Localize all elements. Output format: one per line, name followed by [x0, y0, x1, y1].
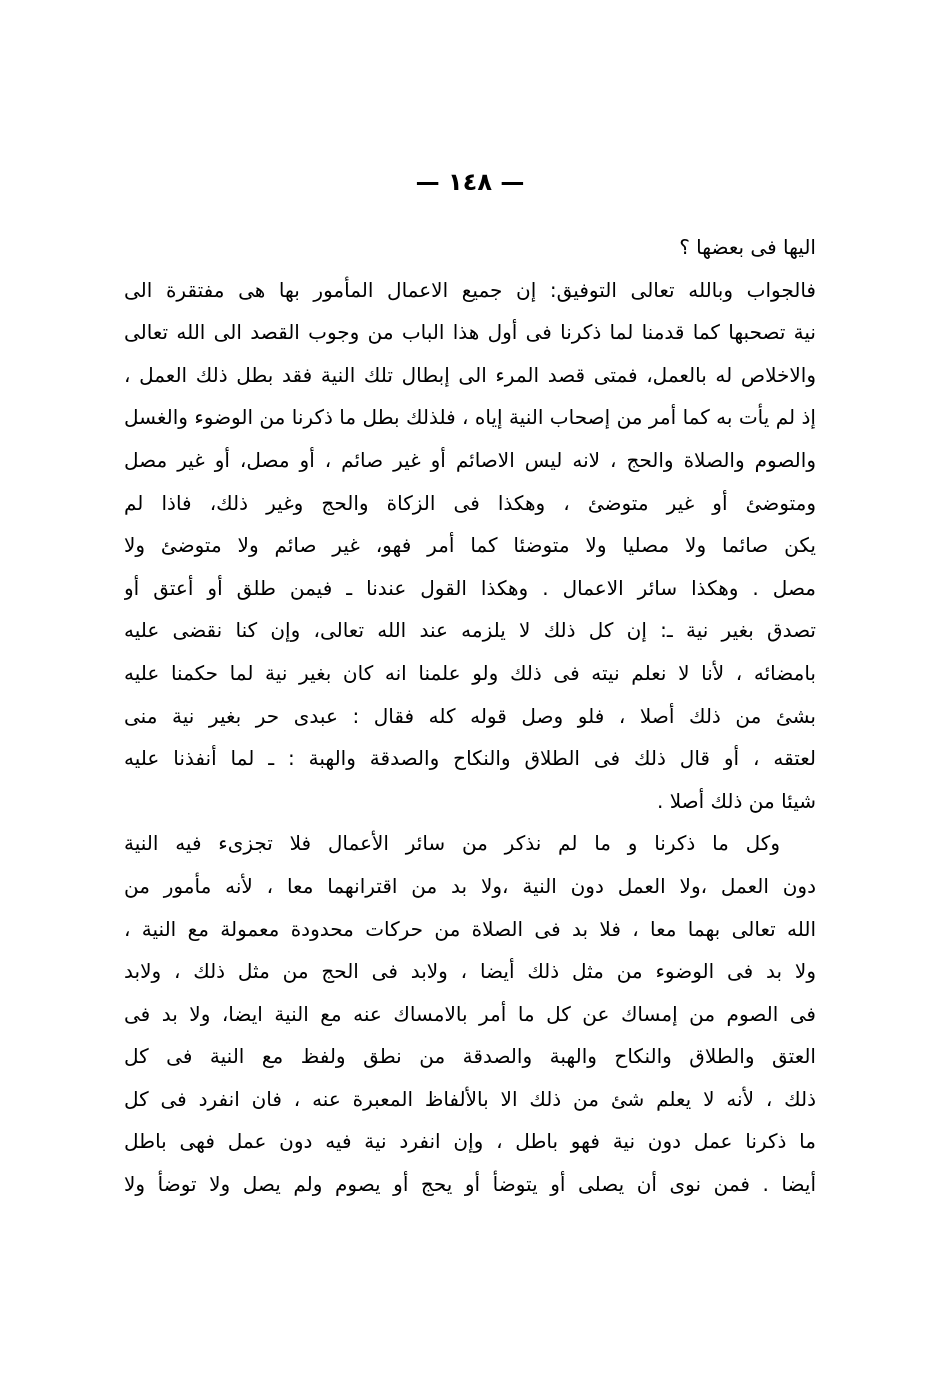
- text-line: لعتقه ، أو قال ذلك فى الطلاق والنكاح والصدقة والهبة : ـ لما أنفذنا عليه: [124, 746, 816, 771]
- body-text: [124, 226, 816, 1206]
- text-line: بشئ من ذلك أصلا ، فلو وصل قوله كله فقال : عبدى حر بغير نية منى: [124, 703, 816, 728]
- text-line: والصوم والصلاة والحج ، لانه ليس الاصائم أو غير صائم ، أو مصل، أو غير مصل: [124, 447, 816, 472]
- text-line: نية تصحبها كما قدمنا لما ذكرنا فى أول هذا الباب من وجوب القصد الى الله تعالى: [124, 320, 816, 345]
- text-line: ذلك ، لأنه لا يعلم شئ من ذلك الا بالألفاظ المعبرة عنه ، فان انفرد فى كل: [124, 1086, 816, 1111]
- text-line: بامضائه ، لأنا لا نعلم نيته فى ذلك ولو علمنا انه كان بغير نية لما حكمنا عليه: [124, 660, 816, 685]
- text-line: إذ لم يأت به كما أمر من إصحاب النية إياه ، فلذلك بطل ما ذكرنا من الوضوء والغسل: [124, 405, 816, 430]
- text-line: دون العمل ،ولا العمل دون النية ،ولا بد من اقترانهما معا ، لأنه مأمور من: [124, 873, 816, 898]
- text-line: والاخلاص له بالعمل، فمتى قصد المرء الى إبطال تلك النية فقد بطل ذلك العمل ،: [124, 362, 816, 387]
- text-line: ما ذكرنا عمل دون نية فهو باطل ، وإن انفرد نية فيه دون عمل فهى باطل: [124, 1129, 816, 1154]
- text-line: اليها فى بعضها ؟: [679, 235, 816, 259]
- text-line: شيئا من ذلك أصلا .: [657, 788, 816, 813]
- text-line: فالجواب وبالله تعالى التوفيق: إن جميع الاعمال المأمور بها هى مفتقرة الى: [124, 277, 816, 302]
- text-line: أيضا . فمن نوى أن يصلى أو يتوضأ أو يحج أو يصوم ولم يصل ولا توضأ ولا: [124, 1172, 816, 1197]
- text-line: يكن صائما ولا مصليا ولا متوضئا كما أمر فهو، غير صائم ولا متوضئ ولا: [124, 533, 816, 558]
- text-line: الله تعالى بهما معا ، فلا بد فى الصلاة من حركات محدودة معمولة مع النية ،: [124, 916, 816, 941]
- text-line: فى الصوم من إمساك عن كل ما أمر بالامساك عنه مع النية ايضا، ولا بد فى: [124, 1001, 816, 1026]
- page-number: — ١٤٨ —: [415, 168, 525, 196]
- text-line: ولا بد فى الوضوء من مثل ذلك أيضا ، ولابد فى الحج من مثل ذلك ، ولابد: [124, 959, 816, 984]
- text-line: تصدق بغير نية ـ: إن كل ذلك لا يلزمه عند الله تعالى، وإن كنا نقضى عليه: [124, 618, 816, 643]
- text-line: ومتوضئ أو غير متوضئ ، وهكذا فى الزكاة والحج وغير ذلك، فاذا لم: [124, 490, 816, 515]
- text-line: مصل . وهكذا سائر الاعمال . وهكذا القول عندنا ـ فيمن طلق أو أعتق أو: [124, 575, 816, 600]
- text-line: وكل ما ذكرنا و ما لم نذكر من سائر الأعمال فلا تجزىء فيه النية: [124, 831, 780, 856]
- text-line: العتق والطلاق والنكاح والهبة والصدقة من نطق ولفظ مع النية فى كل: [124, 1044, 816, 1069]
